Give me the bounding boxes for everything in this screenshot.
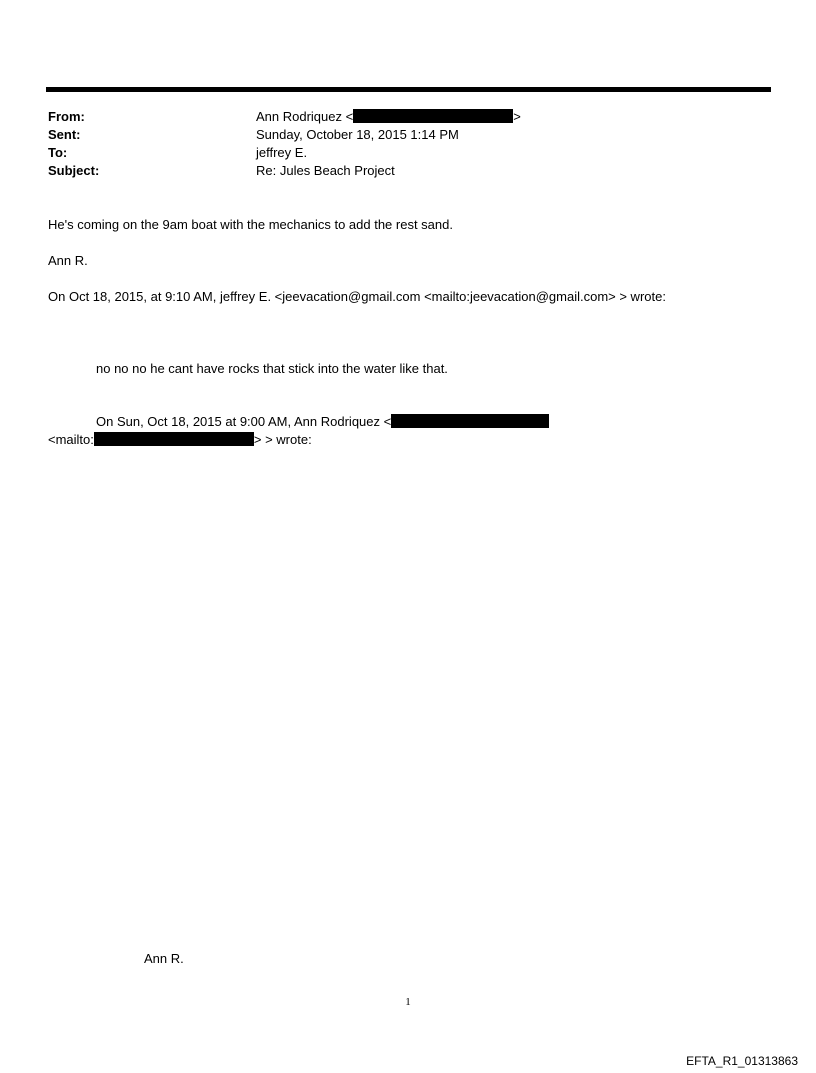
sent-label: Sent: xyxy=(48,127,81,142)
from-value xyxy=(256,108,521,125)
nested-quote-intro xyxy=(96,413,549,430)
quoted-reply: no no no he cant have rocks that stick into the water like that. xyxy=(96,361,448,376)
subject-value: Re: Jules Beach Project xyxy=(256,163,395,178)
from-close-bracket: > xyxy=(513,109,521,124)
redaction-block xyxy=(391,414,549,428)
nested-intro-text: On Sun, Oct 18, 2015 at 9:00 AM, Ann Rodriquez < xyxy=(96,414,392,429)
signoff: Ann R. xyxy=(144,951,184,966)
from-label: From: xyxy=(48,109,85,124)
to-value: jeffrey E. xyxy=(256,145,308,160)
document-id: EFTA_R1_01313863 xyxy=(686,1054,798,1068)
nested-mailto-line xyxy=(48,431,312,448)
subject-label: Subject: xyxy=(48,163,100,178)
redaction-block xyxy=(353,109,513,123)
sent-value: Sunday, October 18, 2015 1:14 PM xyxy=(256,127,459,142)
page-number: 1 xyxy=(405,996,411,1008)
from-name: Ann Rodriquez < xyxy=(256,109,354,124)
signoff: Ann R. xyxy=(48,253,88,268)
quote-intro: On Oct 18, 2015, at 9:10 AM, jeffrey E. <jeevacation@gmail.com <mailto:jeevacation@gmail.com> > wrote: xyxy=(48,289,666,304)
to-label: To: xyxy=(48,145,68,160)
mailto-suffix: > > wrote: xyxy=(253,432,312,447)
message-line: He's coming on the 9am boat with the mechanics to add the rest sand. xyxy=(48,217,453,232)
mailto-prefix: <mailto: xyxy=(48,432,94,447)
redaction-block xyxy=(94,432,254,446)
header-rule xyxy=(46,87,771,92)
